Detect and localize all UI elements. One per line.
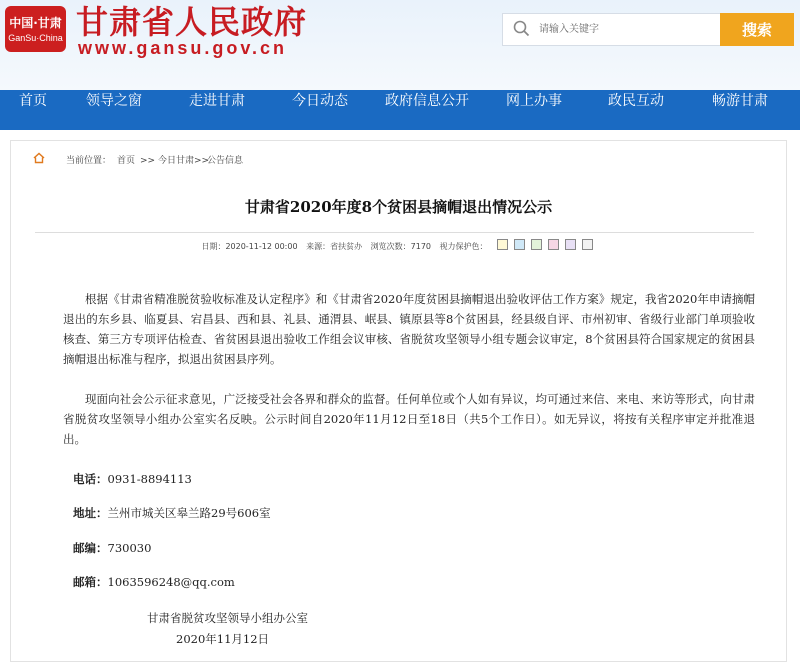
contact-zip (73, 540, 151, 556)
nav-item-home[interactable]: 首页 (19, 93, 47, 109)
search-button[interactable]: 搜索 (720, 13, 794, 46)
nav-item-about-gansu[interactable]: 走进甘肃 (189, 93, 245, 109)
eye-color-swatches (494, 242, 596, 251)
article-title: 甘肃省2020年度8个贫困县摘帽退出情况公示 (244, 198, 553, 216)
contact-address (73, 505, 271, 521)
contact-email-label: 邮箱： (73, 575, 108, 589)
nav-item-today[interactable]: 今日动态 (292, 93, 348, 109)
nav-item-interaction[interactable]: 政民互动 (608, 93, 664, 109)
home-icon (33, 152, 45, 164)
signature-org: 甘肃省脱贫攻坚领导小组办公室 (147, 611, 308, 625)
nav-item-gov-info[interactable]: 政府信息公开 (385, 93, 469, 109)
site-title[interactable]: 甘肃省人民政府 (76, 3, 308, 41)
eye-color-swatch-5[interactable] (565, 239, 576, 250)
contact-zip-value: 730030 (107, 541, 152, 555)
badge-line2: GanSu·China (8, 33, 63, 43)
contact-address-value: 兰州市城关区皋兰路29号606室 (107, 506, 271, 520)
meta-date: 日期：2020-11-12 00:00 (201, 242, 298, 251)
logo-badge[interactable] (5, 6, 66, 52)
breadcrumb-today[interactable]: >> 今日甘肃>> (140, 156, 210, 166)
breadcrumb-home[interactable]: 首页 (117, 156, 136, 166)
search-icon (513, 20, 530, 37)
title-divider (35, 232, 754, 233)
article-meta (11, 239, 786, 252)
contact-phone-value: 0931-8894113 (107, 472, 192, 486)
paragraph-1: 根据《甘肃省精准脱贫验收标准及认定程序》和《甘肃省2020年度贫困县摘帽退出验收评估工作方案》规定，我省2020年申请摘帽退出的东乡县、临夏县、宕昌县、西和县、礼县、通渭县、岷县、镇原县等8个贫困县，经县级自评、市州初审、省级行业部门单项验收核查、第三方专项评估检查、省贫困县退出验收工作组会议审核、省脱贫攻坚领导小组专题会议审定，8个贫困县符合国家规定的贫困县摘帽退出标准与程序，拟退出贫困县序列。 (63, 292, 755, 366)
contact-phone (73, 471, 192, 487)
signature-date: 2020年11月12日 (176, 632, 270, 646)
site-url: www.gansu.gov.cn (78, 38, 288, 58)
article-panel (10, 140, 787, 662)
contact-email-value: 1063596248@qq.com (107, 575, 235, 589)
nav-item-leaders[interactable]: 领导之窗 (86, 93, 142, 109)
breadcrumb-notices[interactable]: 公告信息 (207, 156, 244, 166)
meta-eye-protect: 视力保护色： (439, 242, 488, 251)
main-nav (0, 90, 800, 130)
contact-address-label: 地址： (73, 506, 108, 520)
search-input[interactable] (539, 19, 709, 39)
paragraph-2: 现面向社会公示征求意见，广泛接受社会各界和群众的监督。任何单位或个人如有异议，均可通过来信、来电、来访等形式，向甘肃省脱贫攻坚领导小组办公室实名反映。公示时间自2020年11月12日至18日（共5个工作日）。如无异议，将按有关程序审定并批准退出。 (63, 392, 755, 446)
nav-item-tourism[interactable]: 畅游甘肃 (712, 93, 768, 109)
nav-item-online-service[interactable]: 网上办事 (506, 93, 562, 109)
contact-zip-label: 邮编： (73, 541, 108, 555)
breadcrumb-label: 当前位置： (66, 156, 112, 166)
eye-color-swatch-6[interactable] (582, 239, 593, 250)
eye-color-swatch-3[interactable] (531, 239, 542, 250)
search-box (502, 13, 721, 46)
contact-phone-label: 电话： (73, 472, 108, 486)
meta-source: 来源：省扶贫办 (306, 242, 363, 251)
eye-color-swatch-1[interactable] (497, 239, 508, 250)
eye-color-swatch-4[interactable] (548, 239, 559, 250)
contact-email (73, 574, 235, 590)
eye-color-swatch-2[interactable] (514, 239, 525, 250)
meta-views: 浏览次数：7170 (370, 242, 431, 251)
site-header (0, 0, 800, 90)
badge-line1: 中国·甘肃 (9, 16, 62, 30)
